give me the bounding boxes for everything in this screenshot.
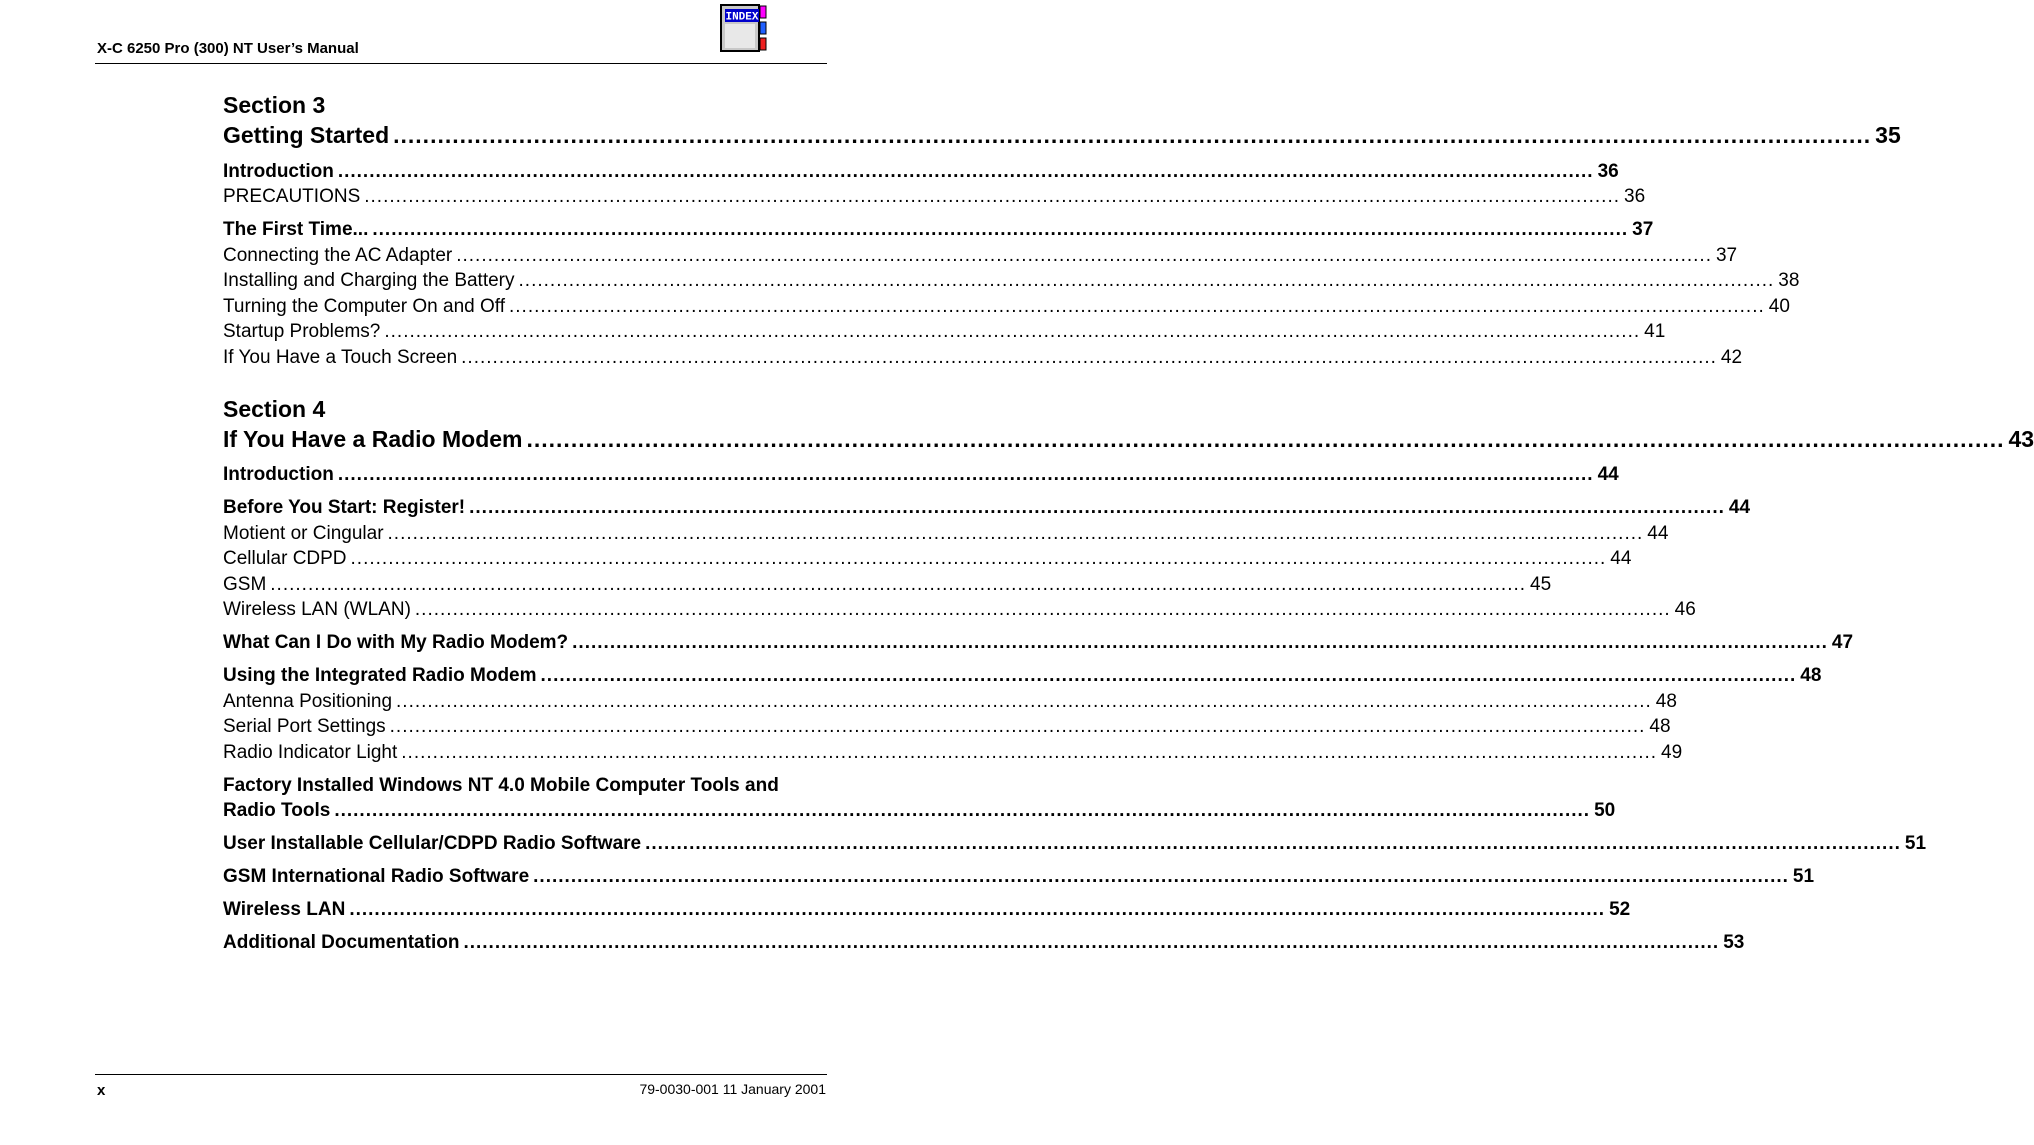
toc-entry-cdpd-software[interactable]: [223, 831, 1927, 856]
toc-entry-ac-adapter[interactable]: [223, 243, 1738, 268]
toc-entry-title: Additional Documentation: [223, 932, 460, 953]
toc-entry-title: What Can I Do with My Radio Modem?: [223, 632, 569, 653]
dot-leader: ........................................................................................................................................................................................................: [463, 932, 1720, 953]
toc-entry-precautions[interactable]: [223, 184, 1646, 209]
dot-leader: ........................................................................................................................................................................................................: [393, 122, 1872, 148]
toc-entry-radio-modem[interactable]: [223, 424, 2034, 454]
toc-entry-page: 49: [1661, 742, 1683, 763]
toc-entry-first-time[interactable]: [223, 217, 1654, 242]
toc-entry-title: Cellular CDPD: [223, 548, 347, 569]
dot-leader: ........................................................................................................................................................................................................: [387, 523, 1644, 544]
dot-leader: ........................................................................................................................................................................................................: [456, 245, 1712, 266]
toc-entry-page: 44: [1647, 523, 1669, 544]
dot-leader: ........................................................................................................................................................................................................: [270, 574, 1527, 595]
toc-entry-title: Installing and Charging the Battery: [223, 270, 515, 291]
toc-entry-title: Serial Port Settings: [223, 716, 386, 737]
index-icon[interactable]: [720, 4, 770, 54]
toc-entry-page: 51: [1792, 866, 1815, 887]
toc-entry-motient[interactable]: [223, 521, 1669, 546]
toc-entry-title: GSM: [223, 574, 267, 595]
toc-entry-title: Before You Start: Register!: [223, 497, 466, 518]
toc-entry-startup-problems[interactable]: [223, 319, 1666, 344]
toc-entry-page: 40: [1768, 296, 1790, 317]
dot-leader: ........................................................................................................................................................................................................: [509, 296, 1765, 317]
toc-entry-title: Connecting the AC Adapter: [223, 245, 453, 266]
dot-leader: ........................................................................................................................................................................................................: [350, 548, 1607, 569]
toc-entry-page: 44: [1610, 548, 1632, 569]
dot-leader: ........................................................................................................................................................................................................: [349, 899, 1606, 920]
toc-entry-serial-port[interactable]: [223, 714, 1671, 739]
toc-entry-page: 44: [1728, 497, 1751, 518]
toc-entry-power[interactable]: [223, 294, 1790, 319]
dot-leader: ........................................................................................................................................................................................................: [533, 866, 1789, 887]
header-rule: [95, 63, 827, 64]
toc-entry-title: Radio Tools: [223, 800, 331, 821]
dot-leader: ........................................................................................................................................................................................................: [401, 742, 1658, 763]
toc-entry-title: Motient or Cingular: [223, 523, 384, 544]
toc-entry-title: Radio Indicator Light: [223, 742, 398, 763]
toc-entry-gsm[interactable]: [223, 572, 1552, 597]
toc-entry-page: 45: [1530, 574, 1552, 595]
dot-leader: ........................................................................................................................................................................................................: [518, 270, 1775, 291]
toc-entry-factory-tools[interactable]: [223, 798, 1616, 823]
toc-entry-gsm-software[interactable]: [223, 864, 1815, 889]
toc-entry-getting-started[interactable]: [223, 120, 1901, 150]
manual-title: X-C 6250 Pro (300) NT User’s Manual: [97, 40, 359, 57]
toc-entry-cdpd[interactable]: [223, 546, 1632, 571]
toc-entry-page: 43: [2008, 426, 2034, 452]
toc-entry-title: Introduction: [223, 161, 334, 182]
toc-entry-title: Using the Integrated Radio Modem: [223, 665, 537, 686]
toc-entry-title: Introduction: [223, 464, 334, 485]
page-number: x: [97, 1082, 106, 1099]
toc-entry-page: 47: [1831, 632, 1854, 653]
dot-leader: ........................................................................................................................................................................................................: [334, 800, 1591, 821]
dot-leader: ........................................................................................................................................................................................................: [337, 161, 1594, 182]
toc-entry-title: The First Time...: [223, 219, 369, 240]
dot-leader: ........................................................................................................................................................................................................: [372, 219, 1629, 240]
toc-entry-page: 48: [1655, 691, 1677, 712]
toc-entry-page: 36: [1624, 186, 1646, 207]
toc-entry-integrated-modem[interactable]: [223, 663, 1822, 688]
toc-entry-factory-tools-first-line[interactable]: Factory Installed Windows NT 4.0 Mobile Computer Tools and: [223, 775, 779, 796]
toc-entry-page: 37: [1632, 219, 1654, 240]
toc-entry-title: Getting Started: [223, 122, 390, 148]
toc-entry-page: 41: [1644, 321, 1666, 342]
toc-entry-what-can-i-do[interactable]: [223, 630, 1854, 655]
toc-entry-title: PRECAUTIONS: [223, 186, 361, 207]
dot-leader: ........................................................................................................................................................................................................: [364, 186, 1621, 207]
dot-leader: ........................................................................................................................................................................................................: [572, 632, 1828, 653]
toc-entry-title: If You Have a Touch Screen: [223, 347, 458, 368]
dot-leader: ........................................................................................................................................................................................................: [414, 599, 1671, 620]
toc-entry-page: 53: [1723, 932, 1745, 953]
toc-entry-title: Antenna Positioning: [223, 691, 393, 712]
toc-entry-title: Wireless LAN: [223, 899, 346, 920]
dot-leader: ........................................................................................................................................................................................................: [469, 497, 1725, 518]
dot-leader: ........................................................................................................................................................................................................: [389, 716, 1646, 737]
toc-entry-title: Turning the Computer On and Off: [223, 296, 505, 317]
document-info: 79-0030-001 11 January 2001: [639, 1081, 826, 1097]
toc-entry-page: 52: [1609, 899, 1631, 920]
toc-entry-register[interactable]: [223, 495, 1751, 520]
toc-entry-wlan[interactable]: [223, 597, 1696, 622]
toc-entry-touch-screen[interactable]: [223, 345, 1743, 370]
toc-entry-page: 42: [1720, 347, 1743, 368]
toc-entry-page: 36: [1597, 161, 1619, 182]
section-4-heading: Section 4: [223, 396, 326, 422]
footer-rule: [95, 1074, 827, 1075]
toc-entry-page: 50: [1594, 800, 1616, 821]
dot-leader: ........................................................................................................................................................................................................: [526, 426, 2005, 452]
dot-leader: ........................................................................................................................................................................................................: [396, 691, 1652, 712]
section-3-heading: Section 3: [223, 92, 326, 118]
toc-entry-title: Startup Problems?: [223, 321, 381, 342]
toc-entry-wireless-lan[interactable]: [223, 897, 1631, 922]
toc-entry-introduction[interactable]: [223, 462, 1619, 487]
toc-entry-page: 37: [1715, 245, 1738, 266]
toc-entry-antenna[interactable]: [223, 689, 1677, 714]
toc-entry-title: If You Have a Radio Modem: [223, 426, 523, 452]
toc-entry-page: 48: [1649, 716, 1671, 737]
svg-text:INDEX: INDEX: [725, 11, 759, 24]
toc-entry-page: 44: [1597, 464, 1619, 485]
toc-entry-introduction[interactable]: [223, 159, 1619, 184]
toc-entry-title: GSM International Radio Software: [223, 866, 530, 887]
dot-leader: ........................................................................................................................................................................................................: [461, 347, 1717, 368]
toc-entry-page: 35: [1875, 122, 1901, 148]
toc-entry-title: Wireless LAN (WLAN): [223, 599, 411, 620]
dot-leader: ........................................................................................................................................................................................................: [337, 464, 1594, 485]
toc-entry-page: 48: [1800, 665, 1822, 686]
dot-leader: ........................................................................................................................................................................................................: [540, 665, 1797, 686]
toc-entry-page: 46: [1674, 599, 1696, 620]
toc-entry-page: 38: [1778, 270, 1800, 291]
toc-entry-indicator-light[interactable]: [223, 740, 1683, 765]
dot-leader: ........................................................................................................................................................................................................: [645, 833, 1901, 854]
toc-entry-battery[interactable]: [223, 268, 1800, 293]
toc-entry-page: 51: [1904, 833, 1927, 854]
dot-leader: ........................................................................................................................................................................................................: [384, 321, 1641, 342]
toc-entry-title: User Installable Cellular/CDPD Radio Software: [223, 833, 642, 854]
toc-entry-additional-docs[interactable]: [223, 930, 1745, 955]
